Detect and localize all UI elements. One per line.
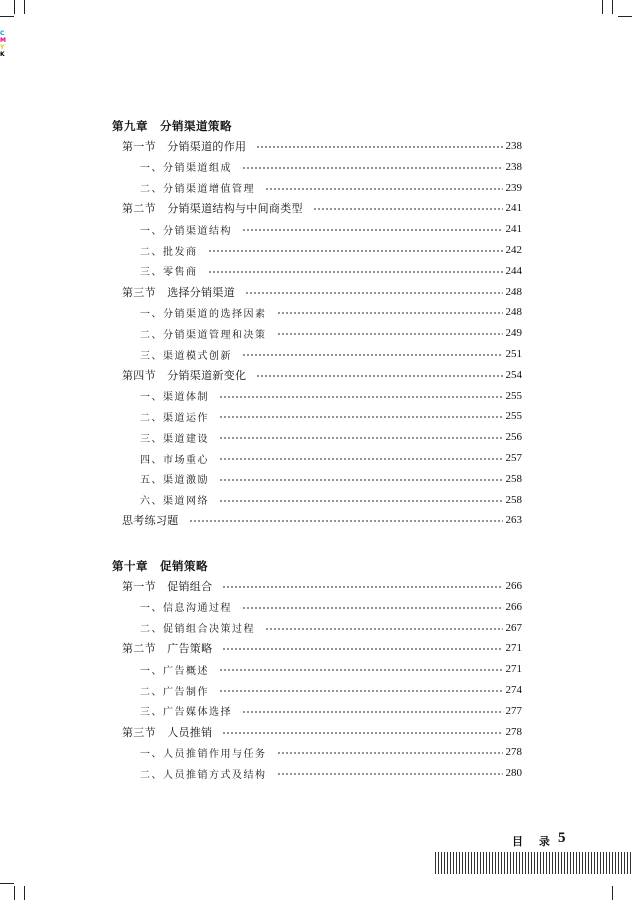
toc-page-number: 241 <box>505 202 522 215</box>
footer-page-number: 5 <box>558 830 566 846</box>
toc-page-number: 244 <box>505 264 522 277</box>
toc-section-entry[interactable] <box>122 284 522 300</box>
toc-page-number: 267 <box>505 621 522 634</box>
toc-page-number: 238 <box>505 160 522 173</box>
toc-entry-title: 二、广告制作 <box>140 686 209 698</box>
toc-page-number: 256 <box>505 431 522 444</box>
toc-entry-title: 二、人员推销方式及结构 <box>140 769 267 781</box>
toc-page-number: 248 <box>505 306 522 319</box>
toc-subsection-entry[interactable] <box>140 429 522 445</box>
dot-leader <box>313 208 503 210</box>
toc-page-number: 271 <box>505 642 522 655</box>
dot-leader <box>256 375 502 377</box>
chapter-title: 第十章 促销策略 <box>112 559 208 573</box>
dot-leader <box>242 607 503 609</box>
toc-section-entry[interactable] <box>122 640 522 656</box>
dot-leader <box>277 312 503 314</box>
toc-page-number: 255 <box>505 410 522 423</box>
toc-page-number: 239 <box>505 181 522 194</box>
toc-subsection-entry[interactable] <box>140 221 522 237</box>
toc-subsection-entry[interactable] <box>140 765 522 781</box>
dot-leader <box>242 167 503 169</box>
toc-page-number: 280 <box>505 767 522 780</box>
dot-leader <box>277 752 503 754</box>
toc-entry[interactable] <box>122 512 522 528</box>
toc-entry-title: 一、分销渠道的选择因素 <box>140 308 267 320</box>
toc-page-number: 238 <box>505 140 522 152</box>
toc-entry-title: 第二节 广告策略 <box>122 642 213 656</box>
toc-page-number: 242 <box>505 244 522 256</box>
toc-page-number: 263 <box>505 514 522 527</box>
toc-entry-title: 三、广告媒体选择 <box>140 707 232 719</box>
dot-leader <box>219 416 503 418</box>
toc-subsection-entry[interactable] <box>140 408 522 424</box>
toc-entry-title: 一、广告概述 <box>140 665 209 677</box>
dot-leader <box>222 732 502 734</box>
dot-leader <box>265 628 503 630</box>
toc-subsection-entry[interactable] <box>140 346 522 362</box>
toc-entry-title: 二、渠道运作 <box>140 412 209 424</box>
toc-entry-title: 第一节 促销组合 <box>122 580 213 593</box>
toc-subsection-entry[interactable] <box>140 304 522 320</box>
dot-leader <box>208 250 503 252</box>
toc-entry-title: 二、分销渠道管理和决策 <box>140 329 267 341</box>
toc-section-entry[interactable] <box>122 578 522 594</box>
dot-leader <box>219 458 503 460</box>
dot-leader <box>219 437 503 439</box>
toc-subsection-entry[interactable] <box>140 620 522 636</box>
dot-leader <box>219 479 503 481</box>
dot-leader <box>189 520 503 522</box>
dot-leader <box>208 271 503 273</box>
toc-subsection-entry[interactable] <box>140 450 522 466</box>
toc-page-number: 278 <box>505 746 522 759</box>
dot-leader <box>222 586 502 588</box>
toc-entry-title: 第三节 选择分销渠道 <box>122 285 235 299</box>
toc-subsection-entry[interactable] <box>140 263 522 279</box>
toc-entry-title: 二、促销组合决策过程 <box>140 624 255 636</box>
toc-entry-title: 四、市场重心 <box>140 454 209 466</box>
dot-leader <box>219 690 503 692</box>
toc-page-number: 266 <box>505 600 522 613</box>
toc-subsection-entry[interactable] <box>140 180 522 196</box>
toc-subsection-entry[interactable] <box>140 325 522 341</box>
toc-subsection-entry[interactable] <box>140 599 522 615</box>
toc-page-number: 258 <box>505 472 522 485</box>
dot-leader <box>242 711 503 713</box>
dot-leader <box>277 333 503 335</box>
toc-page-number: 266 <box>505 580 522 592</box>
toc-subsection-entry[interactable] <box>140 471 522 487</box>
toc-entry-title: 一、渠道体制 <box>140 392 209 404</box>
toc-entry-title: 二、分销渠道增值管理 <box>140 184 255 196</box>
toc-subsection-entry[interactable] <box>140 388 522 404</box>
toc-entry-title: 三、渠道建设 <box>140 433 209 445</box>
cmyk-m: M <box>0 37 6 44</box>
toc-entry-title: 第四节 分销渠道新变化 <box>122 368 247 382</box>
toc-entry-title: 五、渠道激励 <box>140 475 209 487</box>
toc-entry-title: 一、人员推销作用与任务 <box>140 748 267 760</box>
dot-leader <box>242 354 503 356</box>
toc-subsection-entry[interactable] <box>140 703 522 719</box>
toc-entry-title: 二、批发商 <box>140 246 198 258</box>
toc-entry-title: 六、渠道网络 <box>140 496 209 508</box>
toc-page-number: 278 <box>505 725 522 738</box>
cmyk-c: C <box>0 30 5 37</box>
toc-page-number: 255 <box>505 389 522 402</box>
toc-entry-title: 三、渠道模式创新 <box>140 350 232 362</box>
dot-leader <box>256 146 502 148</box>
toc-entry-title: 第二节 分销渠道结构与中间商类型 <box>122 202 303 216</box>
toc-subsection-entry[interactable] <box>140 159 522 175</box>
toc-section-entry[interactable] <box>122 367 522 383</box>
toc-page-number: 257 <box>505 452 522 464</box>
dot-leader <box>222 648 502 650</box>
toc-entry-title: 三、零售商 <box>140 267 198 279</box>
toc-page-number: 249 <box>505 327 522 340</box>
toc-page-number: 271 <box>505 663 522 676</box>
toc-subsection-entry[interactable] <box>140 682 522 698</box>
dot-leader <box>265 188 503 190</box>
toc-subsection-entry[interactable] <box>140 242 522 258</box>
dot-leader <box>219 669 503 671</box>
toc-entry-title: 思考练习题 <box>122 514 179 528</box>
dot-leader <box>277 773 503 775</box>
toc-page-number: 258 <box>505 493 522 506</box>
toc-page-number: 274 <box>505 684 522 696</box>
dot-leader <box>245 292 503 294</box>
toc-entry-title: 一、分销渠道组成 <box>140 163 232 175</box>
toc-section-entry[interactable] <box>122 200 522 216</box>
dot-leader <box>242 229 503 231</box>
barcode-strip <box>435 852 632 874</box>
toc-subsection-entry[interactable] <box>140 744 522 760</box>
toc-section-entry[interactable] <box>122 138 522 154</box>
toc-entry-title: 一、分销渠道结构 <box>140 225 232 237</box>
dot-leader <box>219 500 503 502</box>
toc-entry-title: 一、信息沟通过程 <box>140 603 232 615</box>
footer-section-label: 目 录 <box>512 835 556 848</box>
chapter-title: 第九章 分销渠道策略 <box>112 119 232 133</box>
toc-section-entry[interactable] <box>122 724 522 740</box>
dot-leader <box>219 396 503 398</box>
toc-page-number: 254 <box>505 368 522 381</box>
toc-subsection-entry[interactable] <box>140 492 522 508</box>
toc-page-number: 277 <box>505 704 522 717</box>
toc-entry-title: 第一节 分销渠道的作用 <box>122 140 247 153</box>
toc-page-number: 248 <box>505 285 522 298</box>
cmyk-y: Y <box>0 44 5 51</box>
cmyk-k: K <box>0 51 5 58</box>
toc-page-number: 241 <box>505 223 522 236</box>
toc-page-number: 251 <box>505 348 522 360</box>
toc-subsection-entry[interactable] <box>140 661 522 677</box>
toc-entry-title: 第三节 人员推销 <box>122 725 213 739</box>
